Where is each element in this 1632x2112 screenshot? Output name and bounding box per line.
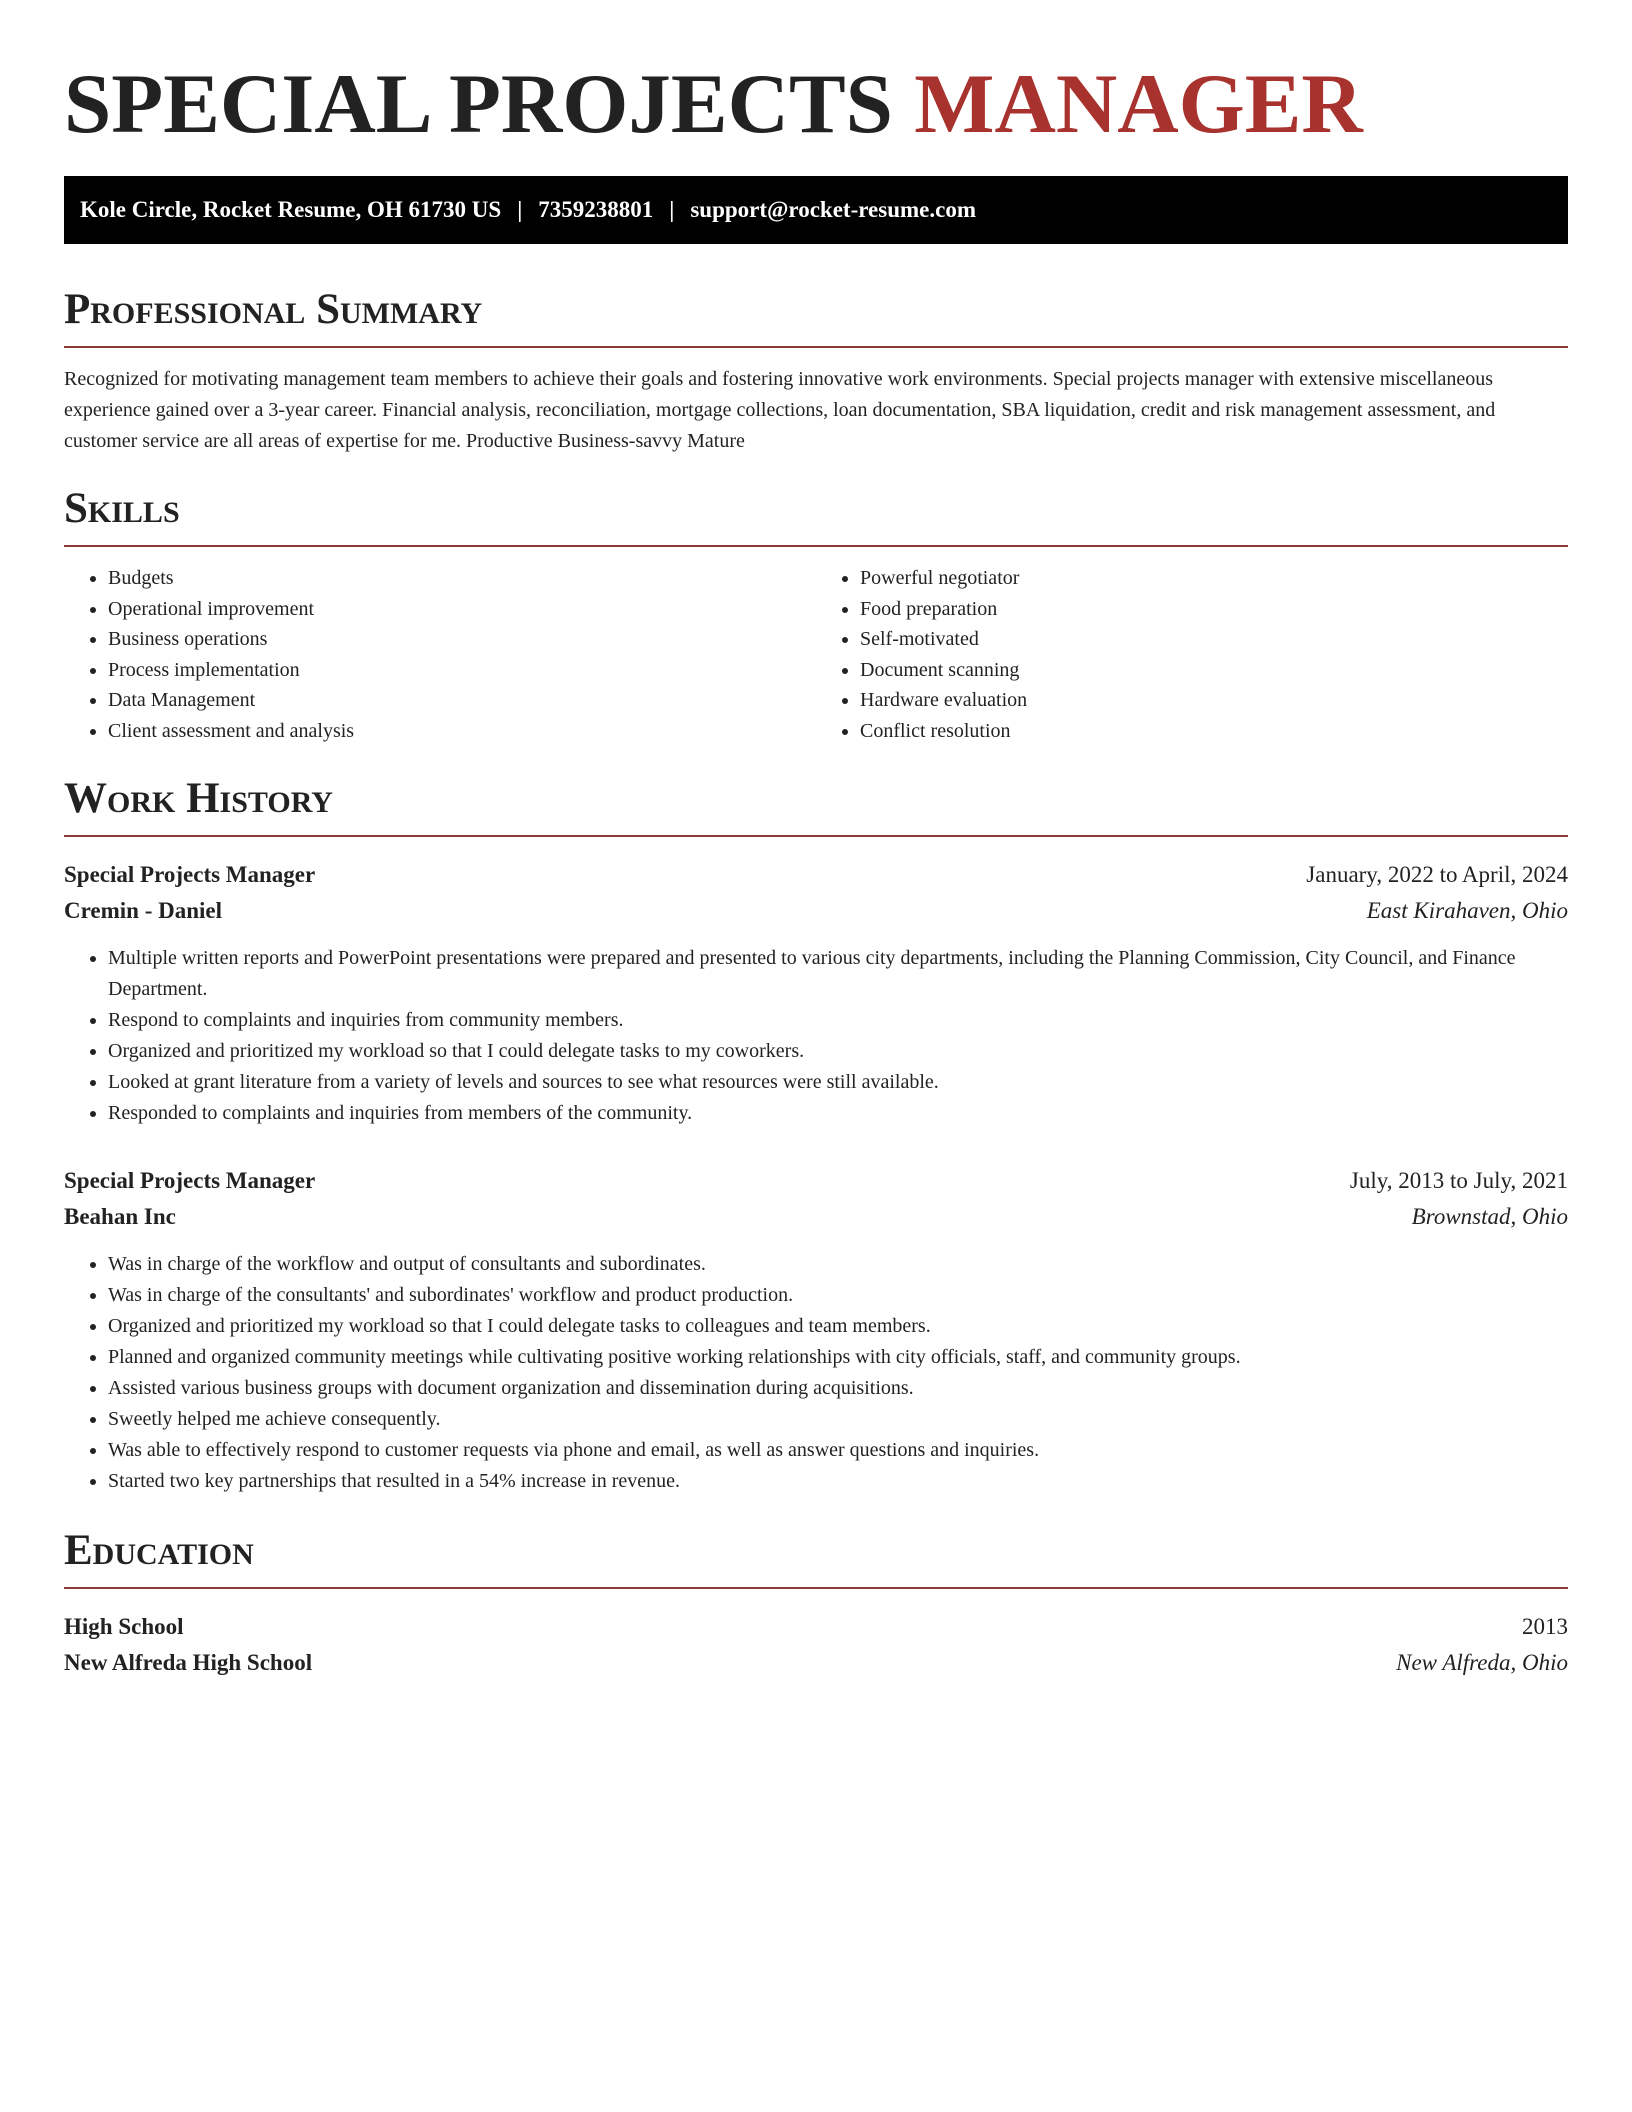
education-location: New Alfreda, Ohio — [1396, 1650, 1568, 1675]
skill-item: • Self-motivated — [860, 624, 1568, 655]
job-company: Beahan Inc — [64, 1204, 176, 1229]
job-title: Special Projects Manager — [64, 1168, 316, 1193]
title-main: SPECIAL PROJECTS — [64, 57, 893, 151]
skill-item: • Business operations — [108, 624, 816, 655]
job-company-row — [64, 893, 1568, 929]
job-title-row — [64, 857, 1568, 893]
job-bullet: • Respond to complaints and inquiries from community members. — [108, 1005, 1568, 1036]
job-bullet: • Looked at grant literature from a variety of levels and sources to see what resources were still available. — [108, 1067, 1568, 1098]
job-company-row — [64, 1199, 1568, 1235]
education-degree-row — [64, 1609, 1568, 1645]
contact-separator: | — [669, 197, 675, 222]
education-section — [64, 1525, 1568, 1681]
section-heading: Work History — [64, 773, 1568, 837]
work-history-section — [64, 773, 1568, 1497]
job-entry — [64, 1163, 1568, 1497]
job-dates: July, 2013 to July, 2021 — [1349, 1168, 1568, 1193]
job-dates: January, 2022 to April, 2024 — [1306, 862, 1568, 887]
job-bullet: • Started two key partnerships that resulted in a 54% increase in revenue. — [108, 1466, 1568, 1497]
job-bullet: • Responded to complaints and inquiries from members of the community. — [108, 1098, 1568, 1129]
skill-item: • Hardware evaluation — [860, 685, 1568, 716]
contact-email: support@rocket-resume.com — [690, 197, 976, 222]
education-school-row — [64, 1645, 1568, 1681]
skill-item: • Data Management — [108, 685, 816, 716]
skills-section — [64, 483, 1568, 746]
education-degree: High School — [64, 1614, 184, 1639]
job-entry — [64, 857, 1568, 1129]
skills-column-left — [64, 563, 816, 746]
job-bullet: • Sweetly helped me achieve consequently. — [108, 1404, 1568, 1435]
job-bullet: • Was in charge of the consultants' and subordinates' workflow and product production. — [108, 1280, 1568, 1311]
skill-item: • Document scanning — [860, 655, 1568, 686]
skill-item: • Operational improvement — [108, 594, 816, 625]
resume-title — [64, 56, 1568, 152]
skill-item: • Powerful negotiator — [860, 563, 1568, 594]
summary-text: Recognized for motivating management team members to achieve their goals and fostering innovative work environments. Special projects manager with extensive miscellaneous experience gained over a 3-year career. Financial analysis, reconciliation, mortgage collections, loan documentation, SBA liquidation, credit and risk management assessment, and customer service are all areas of expertise for me. Productive Business-savvy Mature — [64, 368, 1496, 452]
job-title: Special Projects Manager — [64, 862, 316, 887]
job-bullet: • Was able to effectively respond to customer requests via phone and email, as well as answer questions and inquiries. — [108, 1435, 1568, 1466]
title-accent: MANAGER — [914, 57, 1363, 151]
skills-column-right — [816, 563, 1568, 746]
education-entry — [64, 1609, 1568, 1681]
professional-summary-section — [64, 284, 1568, 457]
job-bullets — [64, 943, 1568, 1129]
skill-item: • Client assessment and analysis — [108, 716, 816, 747]
skill-item: • Conflict resolution — [860, 716, 1568, 747]
job-bullet: • Was in charge of the workflow and output of consultants and subordinates. — [108, 1249, 1568, 1280]
section-heading: Education — [64, 1525, 1568, 1589]
skill-item: • Budgets — [108, 563, 816, 594]
contact-address: Kole Circle, Rocket Resume, OH 61730 US — [80, 197, 502, 222]
skills-grid — [64, 563, 1568, 746]
job-location: East Kirahaven, Ohio — [1366, 898, 1568, 923]
job-bullet: • Organized and prioritized my workload so that I could delegate tasks to my coworkers. — [108, 1036, 1568, 1067]
job-title-row — [64, 1163, 1568, 1199]
job-bullet: • Multiple written reports and PowerPoint presentations were prepared and presented to various city departments, including the Planning Commission, City Council, and Finance Department. — [108, 943, 1568, 1005]
job-location: Brownstad, Ohio — [1411, 1204, 1568, 1229]
job-bullet: • Organized and prioritized my workload so that I could delegate tasks to colleagues and team members. — [108, 1311, 1568, 1342]
contact-separator: | — [517, 197, 523, 222]
section-heading: Professional Summary — [64, 284, 1568, 348]
job-bullet: • Planned and organized community meetings while cultivating positive working relationships with city officials, staff, and community groups. — [108, 1342, 1568, 1373]
contact-phone: 7359238801 — [538, 197, 654, 222]
education-year: 2013 — [1522, 1614, 1568, 1639]
section-heading: Skills — [64, 483, 1568, 547]
job-bullet: • Assisted various business groups with document organization and dissemination during acquisitions. — [108, 1373, 1568, 1404]
job-company: Cremin - Daniel — [64, 898, 223, 923]
skill-item: • Process implementation — [108, 655, 816, 686]
job-bullets — [64, 1249, 1568, 1497]
education-school: New Alfreda High School — [64, 1650, 313, 1675]
contact-bar — [64, 176, 1568, 244]
skill-item: • Food preparation — [860, 594, 1568, 625]
